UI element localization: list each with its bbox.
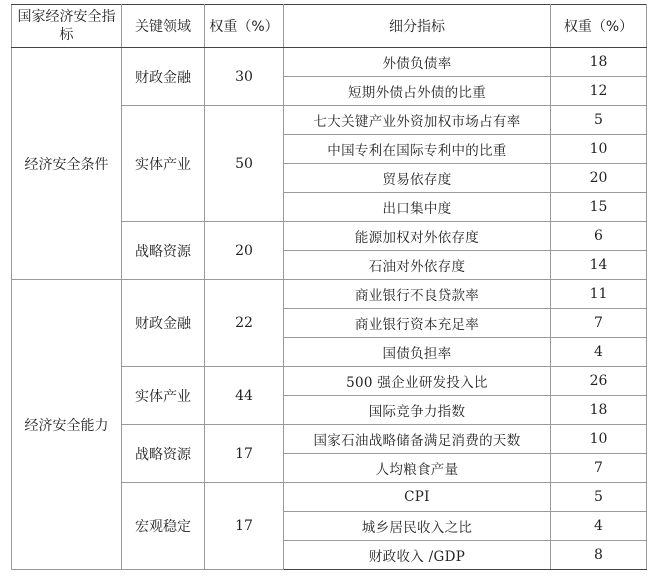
header-indicator: 细分指标 bbox=[284, 5, 551, 48]
indicator-cell: 国际竞争力指数 bbox=[284, 396, 551, 425]
domain-weight-cell: 30 bbox=[205, 48, 284, 106]
indicator-weight-cell: 7 bbox=[551, 309, 647, 338]
domain-weight-cell: 50 bbox=[205, 106, 284, 222]
indicator-cell: 国债负担率 bbox=[284, 338, 551, 367]
table-row bbox=[12, 280, 647, 309]
indicator-cell: 商业银行资本充足率 bbox=[284, 309, 551, 338]
table-row bbox=[12, 48, 647, 77]
table-body bbox=[12, 48, 647, 570]
domain-weight-cell: 20 bbox=[205, 222, 284, 280]
indicator-weight-cell: 5 bbox=[551, 483, 647, 512]
indicator-cell: 出口集中度 bbox=[284, 193, 551, 222]
header-domain-weight: 权重（%） bbox=[205, 5, 284, 48]
indicator-cell: 500 强企业研发投入比 bbox=[284, 367, 551, 396]
indicator-cell: 短期外债占外债的比重 bbox=[284, 77, 551, 106]
domain-cell: 财政金融 bbox=[122, 48, 205, 106]
indicator-cell: 七大关键产业外资加权市场占有率 bbox=[284, 106, 551, 135]
indicator-weight-cell: 14 bbox=[551, 251, 647, 280]
category-cell: 经济安全能力 bbox=[12, 280, 122, 570]
indicator-cell: 贸易依存度 bbox=[284, 164, 551, 193]
domain-cell: 战略资源 bbox=[122, 425, 205, 483]
indicator-weight-cell: 8 bbox=[551, 541, 647, 570]
indicator-weight-cell: 10 bbox=[551, 425, 647, 454]
domain-weight-cell: 17 bbox=[205, 425, 284, 483]
indicator-weight-cell: 18 bbox=[551, 396, 647, 425]
header-category: 国家经济安全指标 bbox=[12, 5, 122, 48]
indicator-weight-cell: 7 bbox=[551, 454, 647, 483]
indicator-cell: 能源加权对外依存度 bbox=[284, 222, 551, 251]
indicator-weight-cell: 5 bbox=[551, 106, 647, 135]
indicator-weight-cell: 26 bbox=[551, 367, 647, 396]
indicator-weight-cell: 10 bbox=[551, 135, 647, 164]
indicator-cell: 外债负债率 bbox=[284, 48, 551, 77]
economic-security-indicator-table bbox=[11, 4, 647, 570]
domain-weight-cell: 17 bbox=[205, 483, 284, 570]
indicator-cell: 石油对外依存度 bbox=[284, 251, 551, 280]
indicator-weight-cell: 15 bbox=[551, 193, 647, 222]
indicator-weight-cell: 20 bbox=[551, 164, 647, 193]
domain-cell: 宏观稳定 bbox=[122, 483, 205, 570]
indicator-weight-cell: 4 bbox=[551, 512, 647, 541]
category-cell: 经济安全条件 bbox=[12, 48, 122, 280]
indicator-cell: 商业银行不良贷款率 bbox=[284, 280, 551, 309]
domain-cell: 战略资源 bbox=[122, 222, 205, 280]
header-indicator-weight: 权重（%） bbox=[551, 5, 647, 48]
indicator-cell: 人均粮食产量 bbox=[284, 454, 551, 483]
indicator-weight-cell: 6 bbox=[551, 222, 647, 251]
indicator-weight-cell: 4 bbox=[551, 338, 647, 367]
indicator-cell: 财政收入 /GDP bbox=[284, 541, 551, 570]
indicator-cell: 中国专利在国际专利中的比重 bbox=[284, 135, 551, 164]
domain-cell: 实体产业 bbox=[122, 367, 205, 425]
table-header-row bbox=[12, 5, 647, 48]
domain-cell: 实体产业 bbox=[122, 106, 205, 222]
domain-weight-cell: 22 bbox=[205, 280, 284, 367]
indicator-weight-cell: 18 bbox=[551, 48, 647, 77]
indicator-weight-cell: 11 bbox=[551, 280, 647, 309]
indicator-cell: 城乡居民收入之比 bbox=[284, 512, 551, 541]
indicator-weight-cell: 12 bbox=[551, 77, 647, 106]
header-domain: 关键领域 bbox=[122, 5, 205, 48]
indicator-cell: CPI bbox=[284, 483, 551, 512]
domain-cell: 财政金融 bbox=[122, 280, 205, 367]
indicator-cell: 国家石油战略储备满足消费的天数 bbox=[284, 425, 551, 454]
domain-weight-cell: 44 bbox=[205, 367, 284, 425]
